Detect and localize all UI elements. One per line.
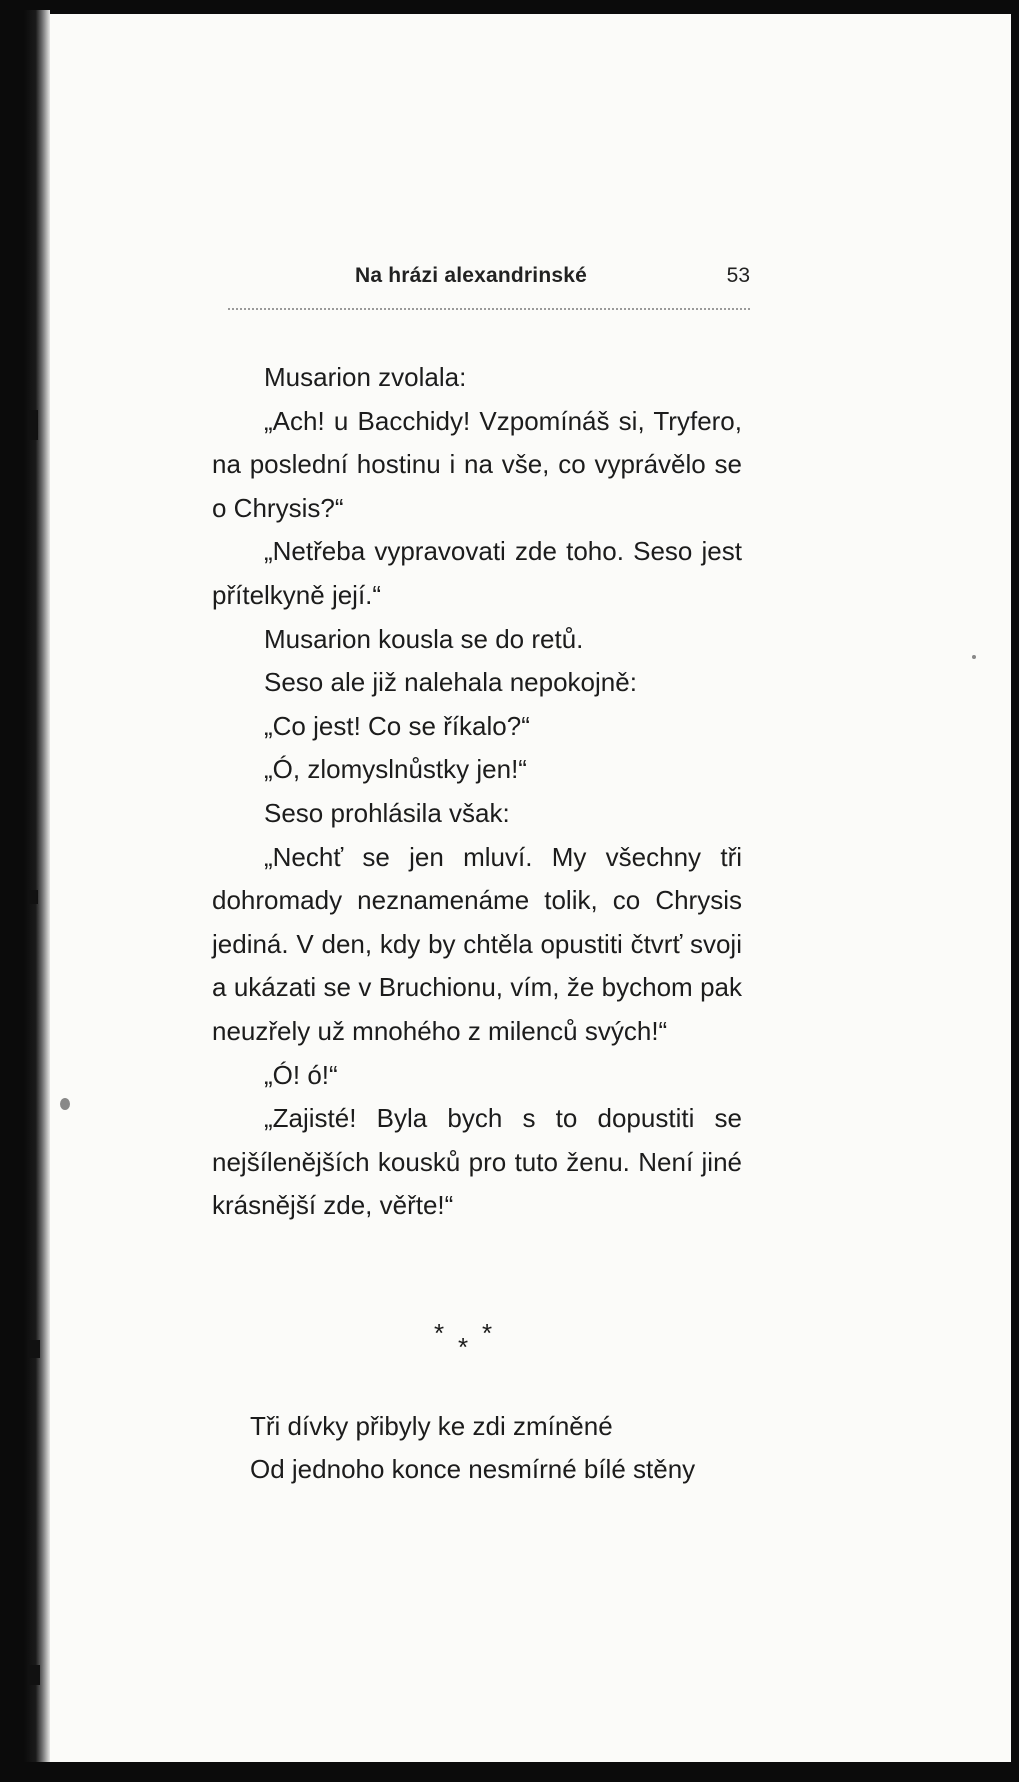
paragraph: Musarion zvolala: [264,362,467,392]
verse-line: Od jednoho konce nesmírné bílé stěny [250,1454,696,1484]
binding-mark [28,410,38,440]
page-number: 53 [726,264,750,287]
paragraph: „Netřeba vypravovati zde toho. Seso jest přítelkyně její.“ [212,536,742,610]
asterism-star: * [458,1332,469,1362]
verse-block [250,1405,750,1491]
page-header [355,264,750,298]
paragraph: „Ó, zlomyslnůstky jen!“ [264,754,527,785]
header-rule [228,308,750,310]
binding-mark [28,1340,40,1358]
binding-mark [28,890,38,904]
page-binding-edge [24,10,50,1762]
asterism-star: * [434,1318,445,1348]
ink-speck [60,1098,70,1110]
paragraph: „Co jest! Co se říkalo?“ [264,710,530,741]
paragraph: „Nechť se jen mluví. My všechny tři dohromady neznamenáme tolik, co Chrysis jediná. V den, kdy by chtěla opustiti čtvrť svoji a ukázati se v Bruchionu, vím, že bychom pak neuzřely už mnohého z milenců svých!“ [212,841,742,1046]
paragraph: Musarion kousla se do retů. [264,623,584,654]
paragraph: Seso prohlásila však: [264,797,510,828]
paragraph: „Zajisté! Byla bych s to dopustiti se nejšílenějších kousků pro tuto ženu. Není jiné krásnější zde, věřte!“ [212,1103,742,1221]
body-text [212,356,742,1228]
paragraph: „Ach! u Bacchidy! Vzpomínáš si, Tryfero, na poslední hostinu i na vše, co vyprávělo se o Chrysis?“ [212,405,742,523]
verse-line: Tři dívky přibyly ke zdi zmíněné [250,1411,613,1441]
running-title: Na hrázi alexandrinské [355,264,588,287]
ink-speck [972,655,976,659]
paragraph: „Ó! ó!“ [264,1059,338,1090]
asterism-star: * [482,1318,493,1348]
paragraph: Seso ale již nalehala nepokojně: [264,667,637,698]
binding-mark [28,1665,40,1685]
section-asterism [430,1318,510,1368]
